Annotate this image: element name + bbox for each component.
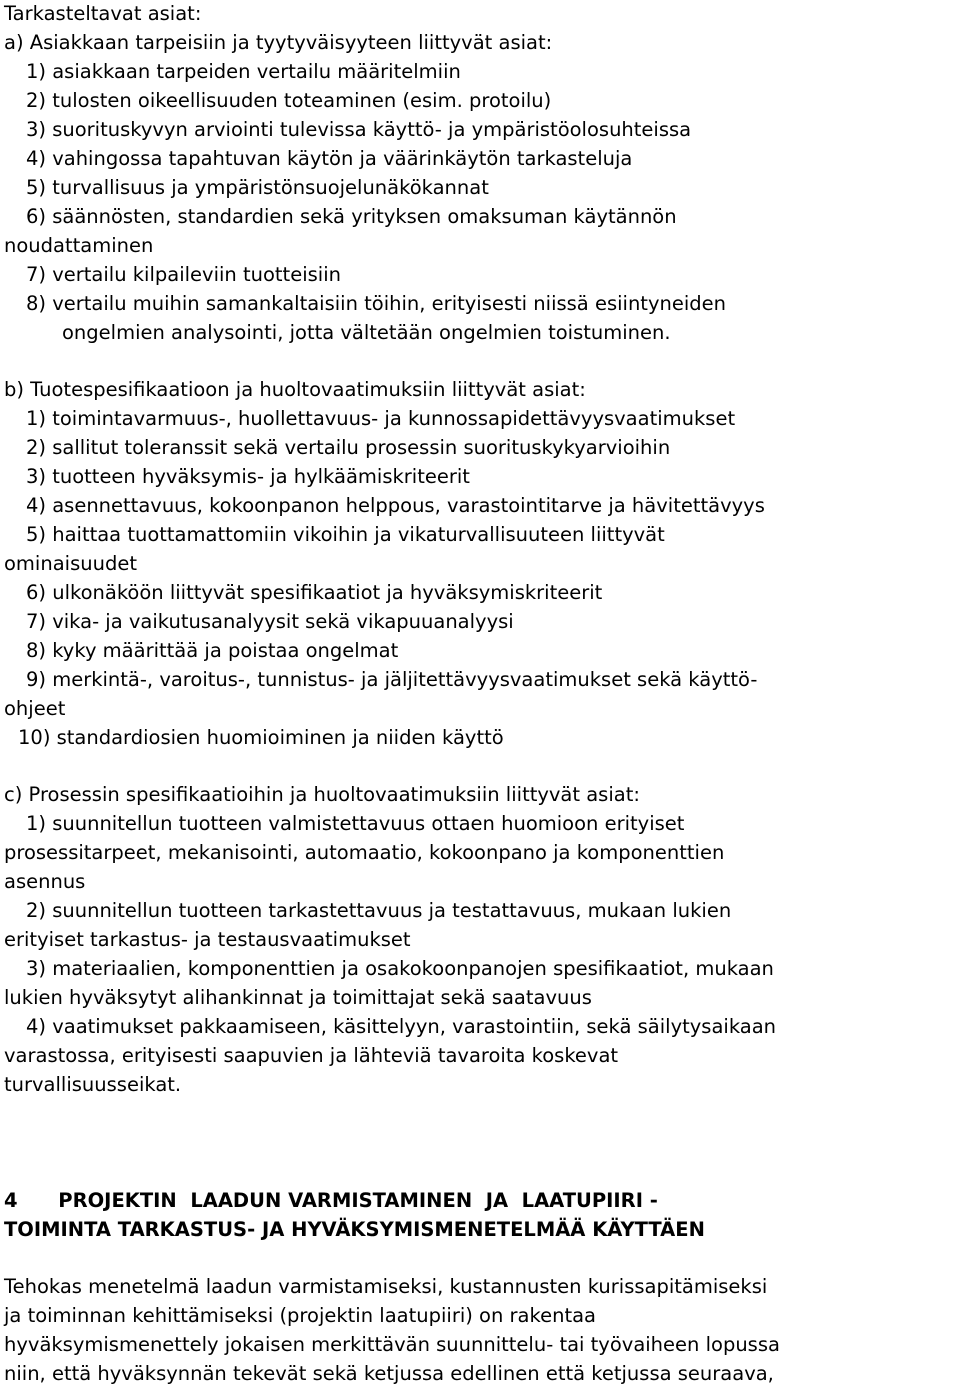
list-item-b8: 8) kyky määrittää ja poistaa ongelmat bbox=[26, 639, 399, 662]
list-item-b9: 9) merkintä-, varoitus-, tunnistus- ja jäljitettävyysvaatimukset sekä käyttö- bbox=[26, 668, 758, 691]
paragraph-line3: hyväksymismenettely jokaisen merkittävän suunnittelu- tai työvaiheen lopussa bbox=[4, 1333, 780, 1356]
list-item-b7: 7) vika- ja vaikutusanalyysit sekä vikapuuanalyysi bbox=[26, 610, 514, 633]
list-item-c1: 1) suunnitellun tuotteen valmistettavuus ottaen huomioon erityiset bbox=[26, 812, 685, 835]
section-b-heading: b) Tuotespesifikaatioon ja huoltovaatimuksiin liittyvät asiat: bbox=[4, 378, 586, 401]
list-item-a6: 6) säännösten, standardien sekä yrityksen omaksuman käytännön bbox=[26, 205, 677, 228]
list-item-b10: 10) standardiosien huomioiminen ja niiden käyttö bbox=[18, 726, 504, 749]
section-heading-line1: 4 PROJEKTIN LAADUN VARMISTAMINEN JA LAATUPIIRI - bbox=[4, 1189, 658, 1212]
list-item-c2: 2) suunnitellun tuotteen tarkastettavuus ja testattavuus, mukaan lukien bbox=[26, 899, 732, 922]
section-heading-line2: TOIMINTA TARKASTUS- JA HYVÄKSYMISMENETELMÄÄ KÄYTTÄEN bbox=[4, 1218, 705, 1241]
list-item-a8-cont: ongelmien analysointi, jotta vältetään ongelmien toistuminen. bbox=[62, 321, 671, 344]
list-item-c4: 4) vaatimukset pakkaamiseen, käsittelyyn, varastointiin, sekä säilytysaikaan bbox=[26, 1015, 777, 1038]
list-item-c1-cont: prosessitarpeet, mekanisointi, automaatio, kokoonpano ja komponenttien bbox=[4, 841, 725, 864]
list-item-b9-cont: ohjeet bbox=[4, 697, 66, 720]
list-item-a6-cont: noudattaminen bbox=[4, 234, 154, 257]
list-item-b3: 3) tuotteen hyväksymis- ja hylkäämiskriteerit bbox=[26, 465, 470, 488]
list-item-a1: 1) asiakkaan tarpeiden vertailu määritelmiin bbox=[26, 60, 461, 83]
list-item-a3: 3) suorituskyvyn arviointi tulevissa käyttö- ja ympäristöolosuhteissa bbox=[26, 118, 692, 141]
list-item-a5: 5) turvallisuus ja ympäristönsuojelunäkökannat bbox=[26, 176, 489, 199]
list-item-b4: 4) asennettavuus, kokoonpanon helppous, varastointitarve ja hävitettävyys bbox=[26, 494, 765, 517]
intro-line: Tarkasteltavat asiat: bbox=[4, 2, 202, 25]
list-item-a8: 8) vertailu muihin samankaltaisiin töihin, erityisesti niissä esiintyneiden bbox=[26, 292, 727, 315]
paragraph-line2: ja toiminnan kehittämiseksi (projektin laatupiiri) on rakentaa bbox=[4, 1304, 597, 1327]
list-item-b5-cont: ominaisuudet bbox=[4, 552, 137, 575]
list-item-c2-cont: erityiset tarkastus- ja testausvaatimukset bbox=[4, 928, 411, 951]
paragraph-line4: niin, että hyväksynnän tekevät sekä ketjussa edellinen että ketjussa seuraava, bbox=[4, 1362, 774, 1385]
list-item-b2: 2) sallitut toleranssit sekä vertailu prosessin suorituskykyarvioihin bbox=[26, 436, 671, 459]
list-item-b5: 5) haittaa tuottamattomiin vikoihin ja vikaturvallisuuteen liittyvät bbox=[26, 523, 665, 546]
paragraph-line1: Tehokas menetelmä laadun varmistamiseksi, kustannusten kurissapitämiseksi bbox=[4, 1275, 768, 1298]
list-item-c4-cont2: turvallisuusseikat. bbox=[4, 1073, 182, 1096]
section-c-heading: c) Prosessin spesifikaatioihin ja huoltovaatimuksiin liittyvät asiat: bbox=[4, 783, 640, 806]
list-item-b1: 1) toimintavarmuus-, huollettavuus- ja kunnossapidettävyysvaatimukset bbox=[26, 407, 736, 430]
list-item-c1-cont2: asennus bbox=[4, 870, 86, 893]
section-a-heading: a) Asiakkaan tarpeisiin ja tyytyväisyyteen liittyvät asiat: bbox=[4, 31, 553, 54]
list-item-a7: 7) vertailu kilpaileviin tuotteisiin bbox=[26, 263, 341, 286]
list-item-c3: 3) materiaalien, komponenttien ja osakokoonpanojen spesifikaatiot, mukaan bbox=[26, 957, 774, 980]
list-item-c4-cont: varastossa, erityisesti saapuvien ja lähteviä tavaroita koskevat bbox=[4, 1044, 619, 1067]
list-item-a4: 4) vahingossa tapahtuvan käytön ja väärinkäytön tarkasteluja bbox=[26, 147, 633, 170]
list-item-a2: 2) tulosten oikeellisuuden toteaminen (esim. protoilu) bbox=[26, 89, 552, 112]
list-item-b6: 6) ulkonäköön liittyvät spesifikaatiot ja hyväksymiskriteerit bbox=[26, 581, 603, 604]
list-item-c3-cont: lukien hyväksytyt alihankinnat ja toimittajat sekä saatavuus bbox=[4, 986, 592, 1009]
